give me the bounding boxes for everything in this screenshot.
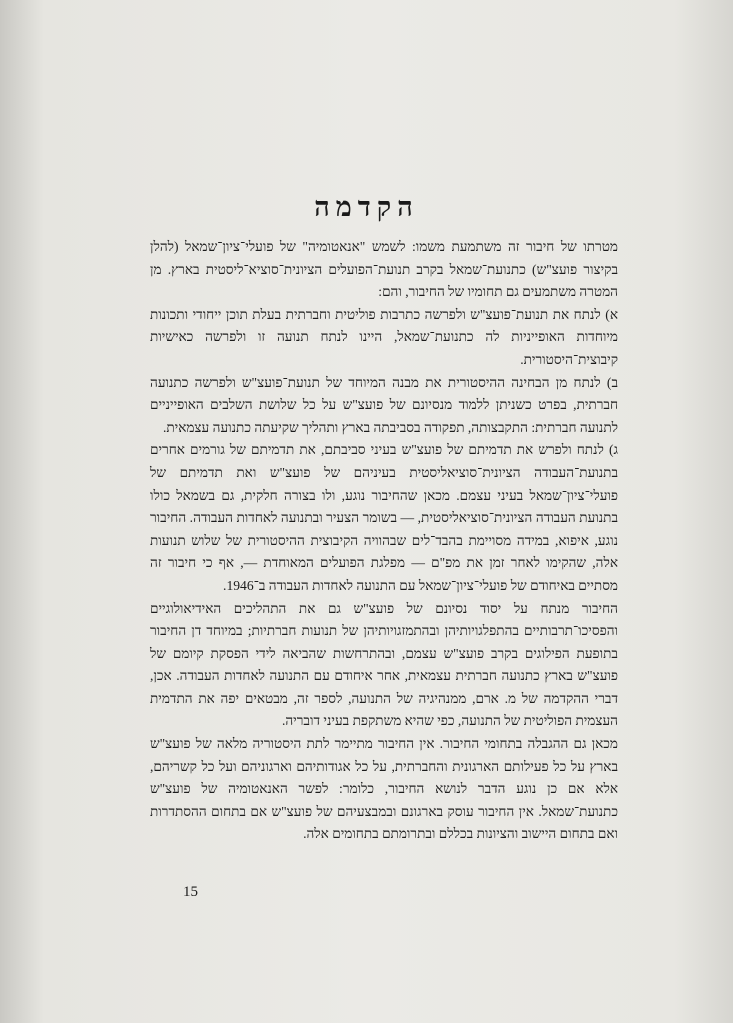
- paragraph-b: ב) לנתח מן הבחינה ההיסטורית את מבנה המיוחד של תנועת־פועצ"ש ולפרשה כתנועה חברתית, בפרט כשניתן ללמוד מנסיונם של פועצ"ש על כל שלושת השלבים האופייניים לתנועה חברתית: התקבצותה, תפקודה בסביבתה בארץ ותהליך שקיעתה כתנועה עצמאית.: [150, 374, 618, 435]
- paragraph-limits: מכאן גם ההגבלה בתחומי החיבור. אין החיבור מתיימר לתת היסטוריה מלאה של פועצ"ש בארץ על כל פעילותם הארגונית והחברתית, על כל אגודותיהם וארגוניהם ועל כל קשריהם, אלא אם כן נוגע הדבר לנושא החיבור, כלומר: לפשר האנאטומיה של פועצ"ש כתנועת־שמאל. אין החיבור עוסק בארגונם ובמבצעיהם של פועצ"ש אם בתחום ההסתדרות ואם בתחום היישוב והציונות בכללם ובתרומתם בתחומים אלה.: [150, 736, 618, 842]
- paragraph-processes: החיבור מנתח על יסוד נסיונם של פועצ"ש גם את התהליכים האידיאולוגיים והפסיכו־תרבותיים בהתפלגויותיהן ובהתמזגויותיהן של תנועות חברתיות; במיוחד דן החיבור בתופעת הפילוגים בקרב פועצ"ש עצמם, ובהתרחשות שהביאה לידי הפסקת קיומם של פועצ"ש בארץ כתנועה חברתית עצמאית, אחר איחודם עם התנועה לאחדות העבודה. אכן, דברי ההקדמה של מ. ארם, ממנהיגיה של התנועה, לספר זה, מבטאים יפה את התדמית העצמית הפוליטית של התנועה, כפי שהיא משתקפת בעיני דובריה.: [150, 600, 618, 729]
- body-text: [150, 236, 618, 846]
- page-number: 15: [183, 884, 198, 900]
- paragraph-intro: מטרתו של חיבור זה משתמעת משמו: לשמש "אנאטומיה" של פועלי־ציון־שמאל (להלן בקיצור פועצ"ש) כתנועת־שמאל בקרב תנועת־הפועלים הציונית־סוציא־ליסטית בארץ. מן המטרה משתמעים גם תחומיו של החיבור, והם:: [150, 239, 618, 300]
- paragraph-c: ג) לנתח ולפרש את תדמיתם של פועצ"ש בעיני סביבתם, את תדמיתם של גורמים אחרים בתנועת־העבודה הציונית־סוציאליסטית בעיניהם של פועצ"ש ואת תדמיתם של פועלי־ציון־שמאל בעיני עצמם. מכאן שהחיבור נוגע, ולו בצורה חלקית, גם בשמאל כולו בתנועת העבודה הציונית־סוציאליסטית, — בשומר הצעיר ובתנועה לאחדות העבודה. החיבור נוגע, איפוא, במידה מסויימת בהבד־לים שבהוויה הקיבוצית ההיסטורית של שלוש תנועות אלה, שהקימו לאחר זמן את מפ"ם — מפלגת הפועלים המאוחדת —, אף כי חיבור זה מסתיים באיחודם של פועלי־ציון־שמאל עם התנועה לאחדות העבודה ב־1946.: [150, 442, 618, 593]
- page-title: הקדמה: [314, 192, 419, 223]
- paragraph-a: א) לנתח את תנועת־פועצ"ש ולפרשה כתרבות פוליטית וחברתית בעלת תוכן ייחודי ותכונות מיוחדות האופייניות לה כתנועת־שמאל, היינו לנתח תנועה זו ולפרשה כאישיות קיבוצית־היסטורית.: [150, 306, 618, 367]
